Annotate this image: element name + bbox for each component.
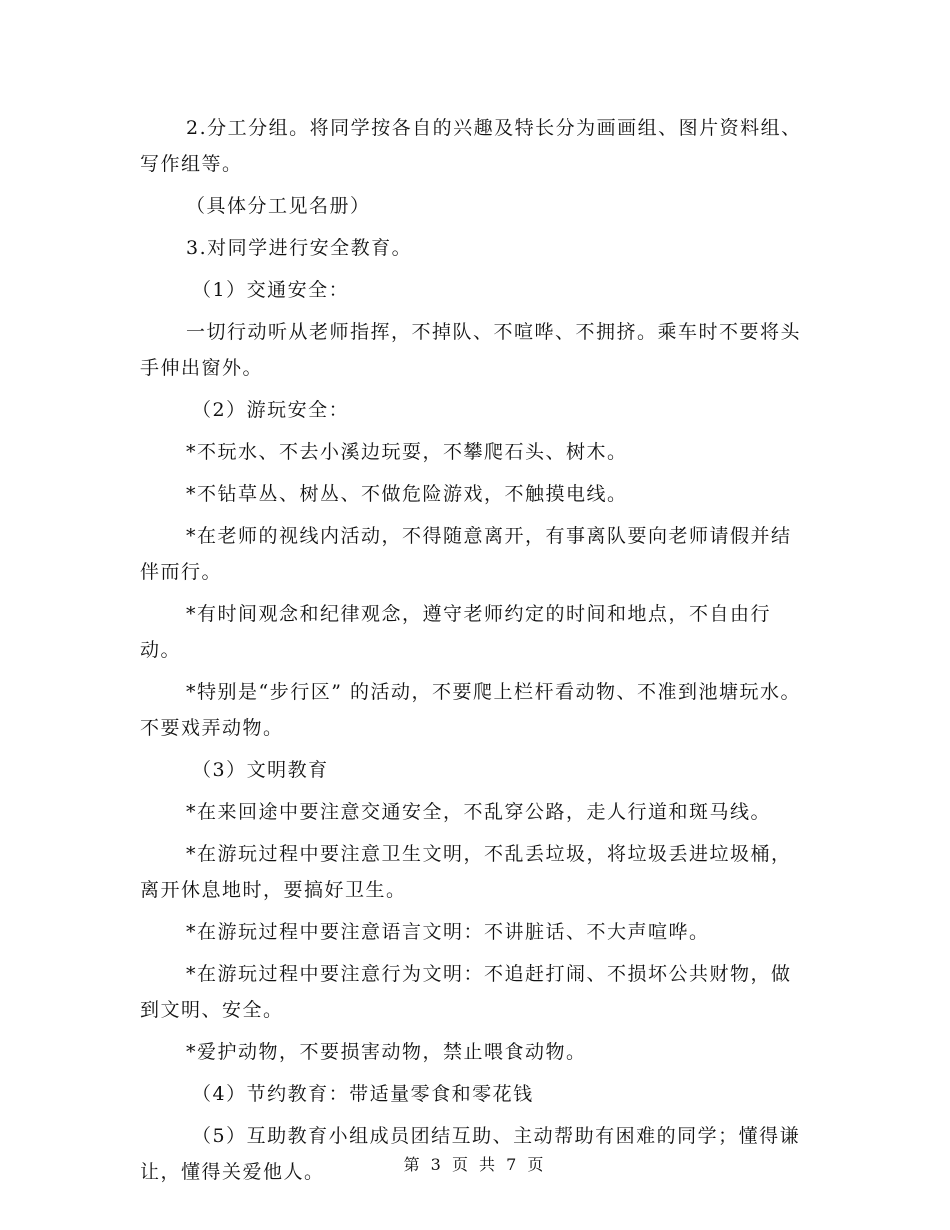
paragraph-play-rule-3: *在老师的视线内活动，不得随意离开，有事离队要向老师请假并结伴而行。 bbox=[140, 525, 792, 583]
paragraph-mutual-help-education: （5）互助教育小组成员团结互助、主动帮助有困难的同学；懂得谦让，懂得关爱他人。 bbox=[140, 1125, 801, 1183]
document-body bbox=[140, 110, 810, 1196]
paragraph-division-groups: 2.分工分组。将同学按各自的兴趣及特长分为画画组、图片资料组、写作组等。 bbox=[140, 117, 802, 175]
paragraph-civility-rule-1: *在来回途中要注意交通安全，不乱穿公路，走人行道和斑马线。 bbox=[186, 801, 772, 823]
paragraph-play-rule-5: *特别是“步行区” 的活动，不要爬上栏杆看动物、不准到池塘玩水。不要戏弄动物。 bbox=[140, 681, 801, 739]
paragraph-civility-rule-2: *在游玩过程中要注意卫生文明，不乱丢垃圾，将垃圾丢进垃圾桶，离开休息地时，要搞好卫生。 bbox=[140, 843, 792, 901]
paragraph-safety-education: 3.对同学进行安全教育。 bbox=[186, 237, 413, 259]
heading-civility-education: （3）文明教育 bbox=[192, 759, 329, 781]
paragraph-play-rule-4: *有时间观念和纪律观念，遵守老师约定的时间和地点，不自由行动。 bbox=[140, 603, 772, 661]
paragraph-roster-note: （具体分工见名册） bbox=[186, 195, 371, 217]
heading-thrift-education: （4）节约教育：带适量零食和零花钱 bbox=[192, 1083, 534, 1105]
paragraph-play-rule-2: *不钻草丛、树丛、不做危险游戏，不触摸电线。 bbox=[186, 483, 628, 505]
paragraph-play-rule-1: *不玩水、不去小溪边玩耍，不攀爬石头、树木。 bbox=[186, 441, 628, 463]
heading-play-safety: （2）游玩安全： bbox=[192, 399, 350, 421]
paragraph-traffic-rules: 一切行动听从老师指挥，不掉队、不喧哗、不拥挤。乘车时不要将头手伸出窗外。 bbox=[140, 321, 802, 379]
paragraph-civility-rule-3: *在游玩过程中要注意语言文明：不讲脏话、不大声喧哗。 bbox=[186, 921, 710, 943]
heading-traffic-safety: （1）交通安全： bbox=[192, 279, 350, 301]
page-number-footer: 第 3 页 共 7 页 bbox=[403, 1155, 547, 1174]
paragraph-civility-rule-4: *在游玩过程中要注意行为文明：不追赶打闹、不损坏公共财物，做到文明、安全。 bbox=[140, 963, 792, 1021]
paragraph-civility-rule-5: *爱护动物，不要损害动物，禁止喂食动物。 bbox=[186, 1041, 587, 1063]
